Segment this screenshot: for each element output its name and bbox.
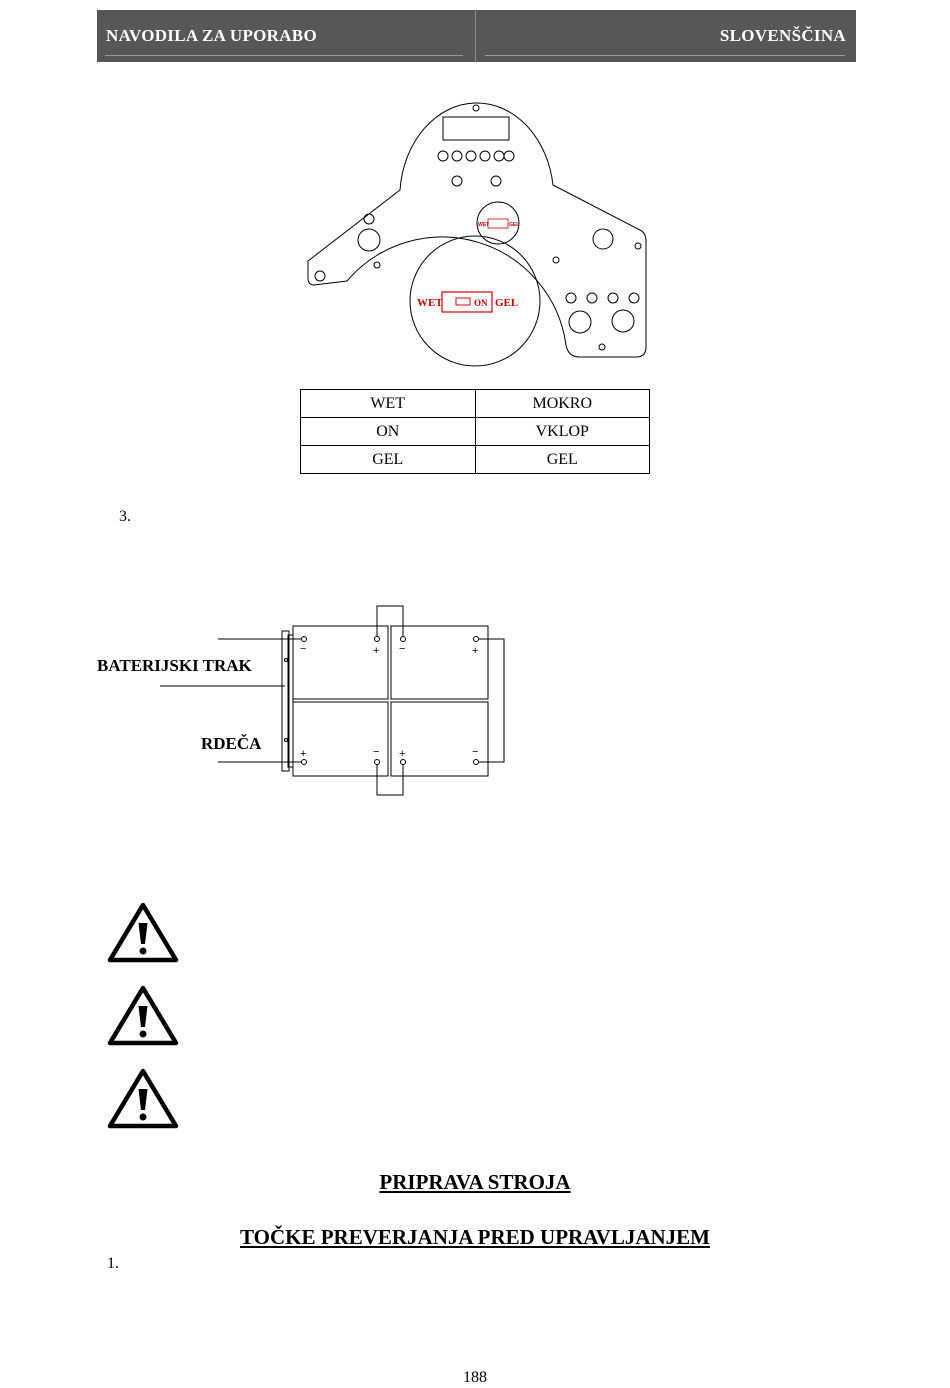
warning-triangle-icon <box>107 901 179 963</box>
header-title: NAVODILA ZA UPORABO <box>106 26 317 45</box>
header-language: SLOVENŠČINA <box>719 26 846 45</box>
minus-sign: − <box>300 643 307 655</box>
battery-cell <box>391 702 488 776</box>
subsection-title: TOČKE PREVERJANJA PRED UPRAVLJANJEM <box>239 1225 710 1249</box>
on-label: ON <box>474 298 488 308</box>
table-cell: GEL <box>475 446 650 474</box>
control-panel-diagram <box>300 95 650 380</box>
table-cell: GEL <box>301 446 476 474</box>
step-number: 3. <box>119 508 131 525</box>
header-underline-left <box>105 55 463 56</box>
table-cell: MOKRO <box>475 390 650 418</box>
battery-wiring-diagram <box>150 600 520 800</box>
plus-sign: + <box>472 645 479 657</box>
red-cable-label: RDEČA <box>201 734 262 753</box>
plus-sign: + <box>300 748 307 760</box>
minus-sign: − <box>472 746 479 758</box>
header-underline-right <box>485 55 845 56</box>
gel-label: GEL <box>495 297 519 309</box>
battery-strap-label: BATERIJSKI TRAK <box>97 656 252 675</box>
panel-hole <box>473 105 479 111</box>
wet-label: WET <box>417 297 443 309</box>
page-number: 188 <box>463 1369 487 1386</box>
battery-cell <box>293 702 388 776</box>
panel-outline <box>308 103 646 357</box>
battery-cell <box>293 626 388 699</box>
jumper-cable <box>478 639 504 762</box>
switch-legend-table <box>300 389 650 474</box>
table-cell: WET <box>301 390 476 418</box>
page-header <box>97 10 856 62</box>
minus-sign: − <box>399 643 406 655</box>
small-gel-label: GEL <box>509 222 520 228</box>
display-window <box>443 117 509 140</box>
table-row <box>301 418 650 446</box>
warning-triangle-icon <box>107 1067 179 1129</box>
jumper-cable <box>377 606 403 637</box>
plus-sign: + <box>399 748 406 760</box>
battery-cell <box>391 626 488 699</box>
step-number: 1. <box>107 1255 119 1272</box>
warning-triangle-icon <box>107 984 179 1046</box>
jumper-cable <box>377 764 403 795</box>
section-title: PRIPRAVA STROJA <box>379 1170 571 1194</box>
mode-switch-knob <box>456 298 470 305</box>
table-row <box>301 390 650 418</box>
small-wet-label: WET <box>478 222 490 228</box>
header-divider <box>475 10 476 62</box>
table-cell: ON <box>301 418 476 446</box>
table-cell: VKLOP <box>475 418 650 446</box>
plus-sign: + <box>373 645 380 657</box>
minus-sign: − <box>373 746 380 758</box>
table-row <box>301 446 650 474</box>
